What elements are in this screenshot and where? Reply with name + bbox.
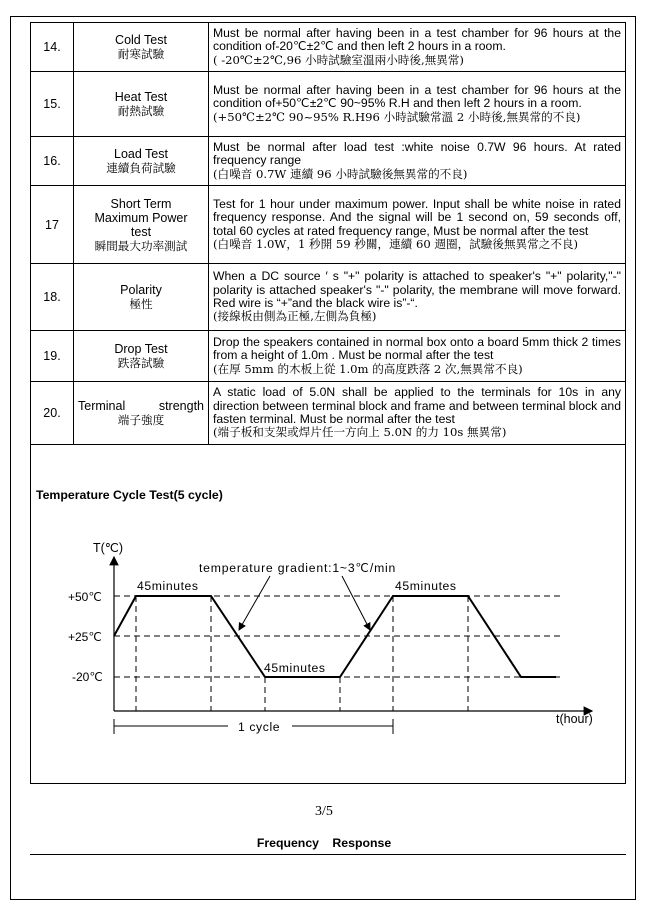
row-number: 15.: [31, 72, 74, 137]
gradient-arrow: [342, 576, 370, 630]
level-label: -20℃: [72, 670, 103, 684]
level-label: +50℃: [68, 590, 102, 604]
test-name: Short Term Maximum Power test 瞬間最大功率測試: [74, 186, 209, 264]
guide-lines: [114, 596, 560, 711]
row-number: 18.: [31, 264, 74, 331]
gradient-arrow: [239, 576, 270, 630]
test-description: When a DC source ′ s "+" polarity is attached to speaker's "+" polarity,"-" polarity is attached speaker's "-" polarity, the membrane will move forward. Red wire is “+”and the black wire is”-“. (接線板由側為正極,左側為負極): [209, 264, 626, 331]
row-number: 19.: [31, 331, 74, 382]
test-description: Test for 1 hour under maximum power. Input shall be white noise in rated frequency response. And the signal will be 1 second on, 59 seconds off, total 60 cycles at rated frequency range, Must be normal after the test (白噪音 1.0W，1 秒開 59 秒關，連續 60 週圈，試驗後無異常之不良): [209, 186, 626, 264]
gradient-label: temperature gradient:1~3℃/min: [199, 561, 397, 575]
cycle-label: 1 cycle: [238, 720, 281, 734]
dwell-label: 45minutes: [137, 579, 199, 593]
x-axis-label: t(hour): [556, 712, 593, 726]
chart-title: Temperature Cycle Test(5 cycle): [36, 488, 223, 502]
next-section-heading: Frequency Response: [256, 836, 392, 850]
test-name: Polarity 極性: [74, 264, 209, 331]
test-name: Heat Test 耐熱試驗: [74, 72, 209, 137]
test-description: Must be normal after load test :white noise 0.7W 96 hours. At rated frequency range (白噪音 0.7W 連續 96 小時試驗後無異常的不良): [209, 137, 626, 186]
test-description: Drop the speakers contained in normal box onto a board 5mm thick 2 times from a height of 1.0m . Must be normal after the test (在厚 5mm 的木板上從 1.0m 的高度跌落 2 次,無異常不良): [209, 331, 626, 382]
level-label: +25℃: [68, 630, 102, 644]
test-description: A static load of 5.0N shall be applied to the terminals for 10s in any direction between terminal block and frame and between terminal block and fasten terminal. Must be normal after the test (端子板和支架或焊片任一方向上 5.0N 的力 10s 無異常): [209, 382, 626, 445]
test-name: Drop Test 跌落試驗: [74, 331, 209, 382]
y-axis-label: T(℃): [93, 541, 123, 555]
divider: [30, 854, 626, 855]
test-description: Must be normal after having been in a test chamber for 96 hours at the condition of-20℃±2℃ and then left 2 hours in a room. ( -20℃±2℃,96 小時試驗室溫兩小時後,無異常): [209, 23, 626, 72]
test-name: Load Test 連續負荷試驗: [74, 137, 209, 186]
row-number: 17: [31, 186, 74, 264]
row-number: 14.: [31, 23, 74, 72]
test-name: Terminal strength 端子強度: [74, 382, 209, 445]
test-description: Must be normal after having been in a test chamber for 96 hours at the condition of+50℃±2℃ 90~95% R.H and then left 2 hours in a room. (+50℃±2℃ 90~95% R.H96 小時試驗常溫 2 小時後,無異常的不良): [209, 72, 626, 137]
test-name: Cold Test 耐寒試驗: [74, 23, 209, 72]
dwell-label: 45minutes: [395, 579, 457, 593]
dwell-label: 45minutes: [264, 661, 326, 675]
row-number: 20.: [31, 382, 74, 445]
page-number: 3/5: [315, 804, 333, 819]
row-number: 16.: [31, 137, 74, 186]
